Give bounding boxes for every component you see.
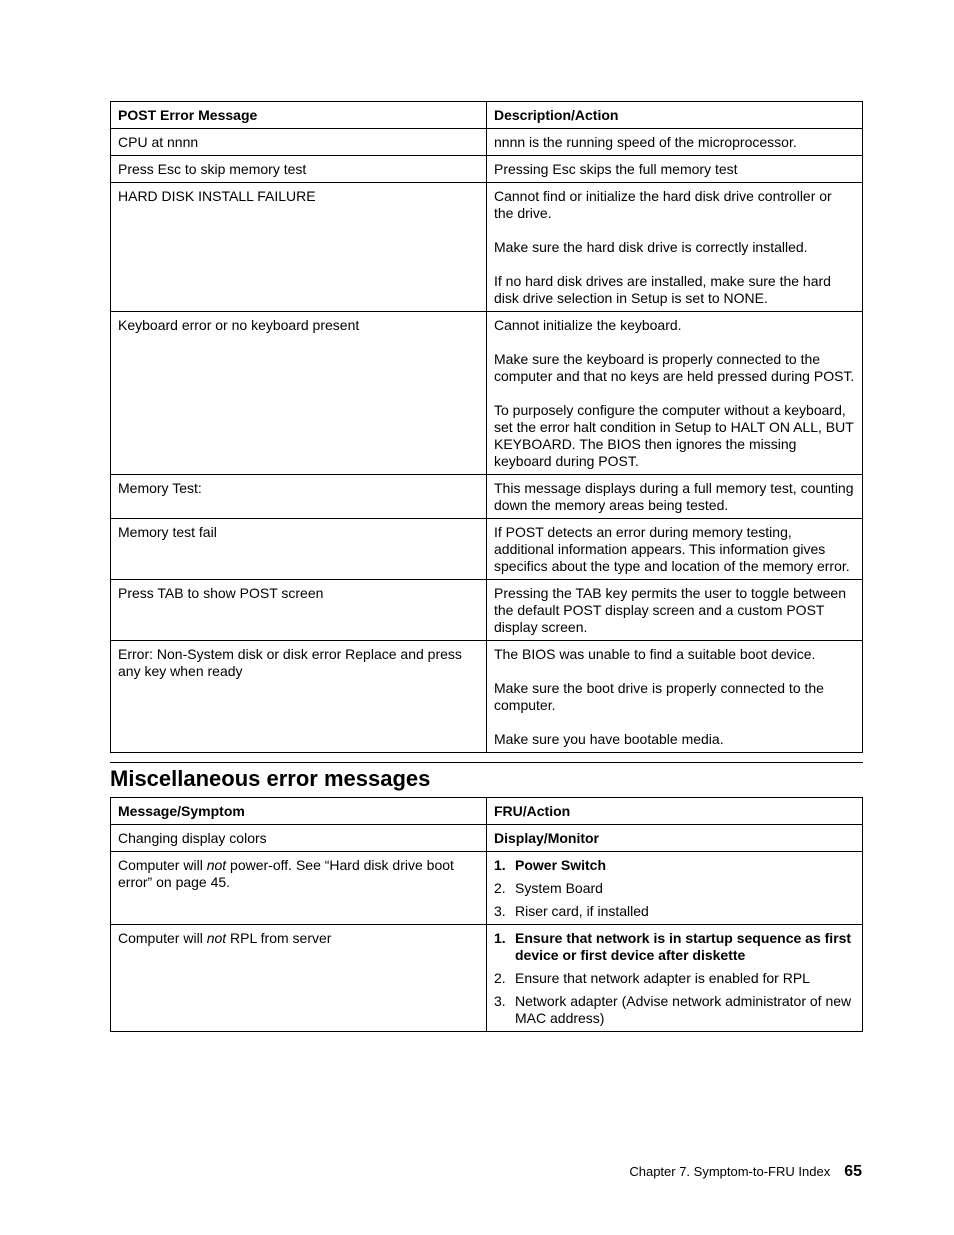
table-row <box>111 312 863 475</box>
list-number: 3. <box>494 993 506 1009</box>
error-message-cell: Memory Test: <box>111 475 487 519</box>
table-row <box>111 852 863 925</box>
column-header: FRU/Action <box>487 798 863 825</box>
table-row <box>111 641 863 753</box>
list-number: 2. <box>494 970 506 986</box>
symptom-text: power-off. See “Hard disk drive boot error” on page 45. <box>118 857 454 890</box>
description-cell <box>487 519 863 580</box>
list-item <box>494 857 855 874</box>
list-number: 1. <box>494 857 506 873</box>
page-footer <box>629 1163 862 1180</box>
chapter-label: Chapter 7. Symptom-to-FRU Index <box>629 1164 831 1179</box>
description-cell <box>487 641 863 753</box>
section-title: Miscellaneous error messages <box>110 766 431 791</box>
error-message-cell: CPU at nnnn <box>111 129 487 156</box>
list-number: 3. <box>494 903 506 919</box>
description-paragraph: This message displays during a full memory test, counting down the memory areas being tested. <box>494 480 854 513</box>
list-text: Network adapter (Advise network administrator of new MAC address) <box>515 993 852 1026</box>
description-paragraph: Cannot initialize the keyboard. <box>494 317 682 333</box>
symptom-emphasis: not <box>206 930 227 946</box>
error-message-cell: HARD DISK INSTALL FAILURE <box>111 183 487 312</box>
list-number: 2. <box>494 880 506 896</box>
description-paragraph: Make sure the boot drive is properly connected to the computer. <box>494 680 824 713</box>
table-row <box>111 129 863 156</box>
fru-action-cell: Display/Monitor <box>487 825 863 852</box>
table-header-row <box>111 102 863 129</box>
description-paragraph: The BIOS was unable to find a suitable boot device. <box>494 646 816 662</box>
fru-action-cell <box>487 925 863 1032</box>
post-error-table <box>110 101 863 753</box>
description-paragraph: Cannot find or initialize the hard disk drive controller or the drive. <box>494 188 832 221</box>
description-cell <box>487 580 863 641</box>
list-text: Ensure that network is in startup sequence as first device or first device after diskette <box>515 930 852 963</box>
column-header: POST Error Message <box>111 102 487 129</box>
description-paragraph: If no hard disk drives are installed, make sure the hard disk drive selection in Setup is set to NONE. <box>494 273 831 306</box>
fru-action-cell <box>487 852 863 925</box>
description-paragraph: If POST detects an error during memory testing, additional information appears. This information gives specifics about the type and location of the memory error. <box>494 524 850 574</box>
symptom-cell <box>111 852 487 925</box>
symptom-text: Computer will <box>118 930 207 946</box>
description-cell <box>487 156 863 183</box>
fru-list <box>494 930 855 1027</box>
description-cell <box>487 312 863 475</box>
symptom-text: Computer will <box>118 857 207 873</box>
table-row <box>111 925 863 1032</box>
description-paragraph: To purposely configure the computer without a keyboard, set the error halt condition in Setup to HALT ON ALL, BUT KEYBOARD. The BIOS then ignores the missing keyboard during POST. <box>494 402 854 469</box>
misc-error-table <box>110 797 863 1032</box>
description-paragraph: Pressing the TAB key permits the user to toggle between the default POST display screen and a custom POST display screen. <box>494 585 847 635</box>
description-paragraph: nnnn is the running speed of the microprocessor. <box>494 134 797 150</box>
description-paragraph: Make sure you have bootable media. <box>494 731 724 747</box>
table-row <box>111 475 863 519</box>
description-paragraph: Make sure the keyboard is properly connected to the computer and that no keys are held pressed during POST. <box>494 351 855 384</box>
error-message-cell: Memory test fail <box>111 519 487 580</box>
description-paragraph: Pressing Esc skips the full memory test <box>494 161 738 177</box>
table-row <box>111 580 863 641</box>
symptom-cell: Changing display colors <box>111 825 487 852</box>
table-row <box>111 156 863 183</box>
error-message-cell: Press Esc to skip memory test <box>111 156 487 183</box>
list-text: System Board <box>515 880 603 896</box>
list-item <box>494 880 855 897</box>
description-cell <box>487 129 863 156</box>
symptom-text: RPL from server <box>226 930 332 946</box>
description-cell <box>487 475 863 519</box>
list-text: Ensure that network adapter is enabled for RPL <box>515 970 810 986</box>
table-row <box>111 183 863 312</box>
column-header: Message/Symptom <box>111 798 487 825</box>
table-row <box>111 825 863 852</box>
section-divider <box>110 762 863 763</box>
error-message-cell: Error: Non-System disk or disk error Replace and press any key when ready <box>111 641 487 753</box>
page-number: 65 <box>844 1163 862 1180</box>
list-item <box>494 930 855 964</box>
table-row <box>111 519 863 580</box>
fru-list <box>494 857 855 920</box>
symptom-emphasis: not <box>206 857 227 873</box>
description-paragraph: Make sure the hard disk drive is correctly installed. <box>494 239 808 255</box>
list-text: Power Switch <box>515 857 607 873</box>
list-text: Riser card, if installed <box>515 903 649 919</box>
list-item <box>494 903 855 920</box>
table-header-row <box>111 798 863 825</box>
symptom-cell <box>111 925 487 1032</box>
column-header: Description/Action <box>487 102 863 129</box>
error-message-cell: Keyboard error or no keyboard present <box>111 312 487 475</box>
list-item <box>494 993 855 1027</box>
error-message-cell: Press TAB to show POST screen <box>111 580 487 641</box>
list-number: 1. <box>494 930 506 946</box>
description-cell <box>487 183 863 312</box>
list-item <box>494 970 855 987</box>
